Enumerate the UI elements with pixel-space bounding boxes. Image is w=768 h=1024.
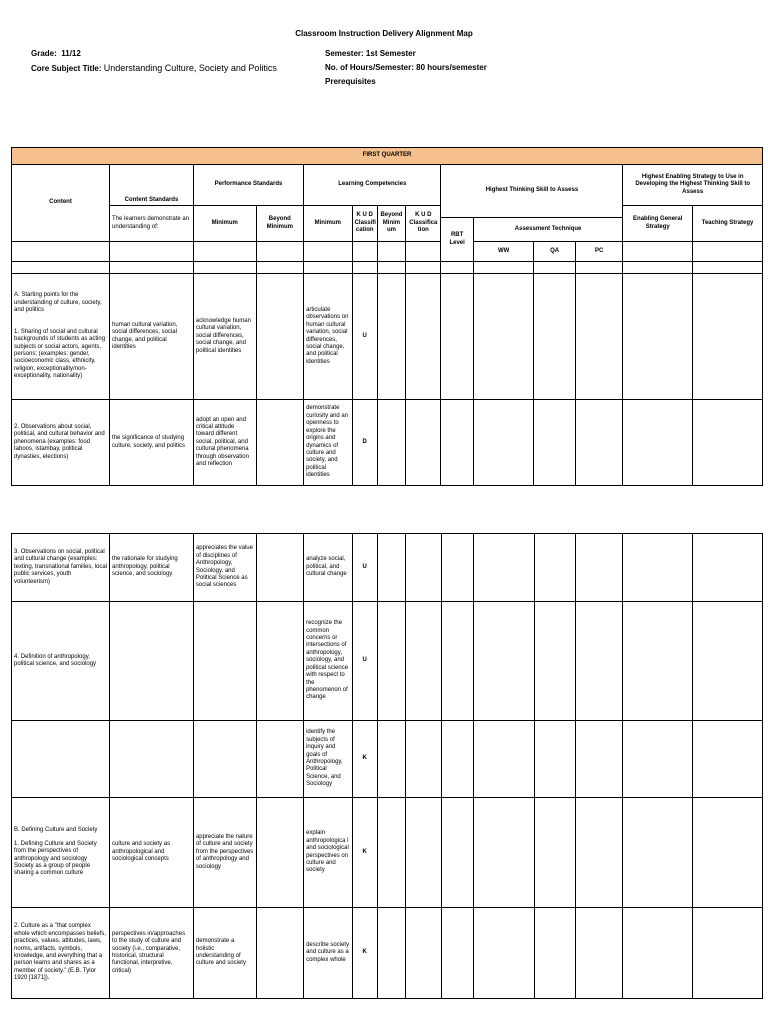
content-text: Definition of anthropology, political science, and sociology [14, 653, 97, 667]
meta-right [325, 47, 487, 89]
qa-header: QA [534, 242, 575, 262]
empty-cell [256, 242, 304, 262]
item-number: 3. [14, 548, 20, 555]
empty-cell [406, 242, 441, 262]
content-standard-cell: culture and society as anthropological and sociological concepts [110, 798, 194, 908]
competency-cell: describe society and culture as a complex whole [304, 908, 353, 999]
empty-cell [110, 242, 194, 262]
content-text: 1. Defining Culture and Society from the perspectives of anthropology and sociology Society as a group of people sharing a common culture [14, 840, 97, 877]
content-cell [12, 534, 110, 602]
content-cell [12, 798, 110, 908]
ps-beyond-minimum-header: Beyond Minimum [256, 206, 304, 242]
competency-cell: articulate observations on human cultural variation, social differences, social change, and political identities [304, 274, 353, 400]
section-heading: A. Starting points for the understanding of culture, society, and politics [14, 292, 102, 314]
hours-value: 80 hours/semester [416, 63, 487, 72]
section-heading: B. Defining Culture and Society [14, 827, 98, 834]
learning-competencies-header: Learning Competencies [304, 165, 441, 206]
hours-line [325, 61, 487, 75]
table-row [12, 602, 763, 721]
empty-cell [304, 242, 353, 262]
hours-label: No. of Hours/Semester: [325, 63, 414, 72]
highest-enabling-header: Highest Enabling Strategy to Use in Developing the Highest Thinking Skill to Assess [623, 165, 763, 206]
core-subject-value: Understanding Culture, Society and Politics [103, 63, 277, 73]
item-number: 4. [14, 653, 20, 660]
kud-value: U [352, 274, 377, 400]
content-standard-cell: human cultural variation, social differences, social change, and political identities [110, 274, 194, 400]
performance-minimum-cell: acknowledge human cultural variation, social differences, social change, and political identities [193, 274, 256, 400]
content-text: Sharing of social and cultural backgrounds of students as acting subjects or social actors, agents, persons; (examples: gender, socioeconomic class, ethnicity, religion, exceptionality/non-exceptionality, nationality) [14, 328, 106, 380]
grade-label: Grade: [31, 49, 57, 58]
empty-cell [12, 242, 110, 262]
kud-classification-header [352, 206, 377, 242]
semester-label: Semester: [325, 49, 364, 58]
table-row [12, 274, 763, 400]
competency-cell: explain anthropologica l and sociological perspectives on culture and society [304, 798, 353, 908]
meta-left [31, 47, 277, 76]
content-text: Observations about social, political, and cultural behavior and phenomena (examples: food taboos, istambay, political dynasties, elections) [14, 423, 105, 460]
performance-minimum-cell: appreciate the nature of culture and society from the perspectives of anthropology and sociology [193, 798, 256, 908]
core-subject-line [31, 61, 277, 76]
prerequisites-label: Prerequisites [325, 77, 376, 86]
kud-sub: Classifi cation [354, 219, 376, 234]
semester-value: 1st Semester [365, 49, 416, 58]
kud-value: K [352, 908, 377, 999]
lc-minimum-header: Minimum [304, 206, 353, 242]
item-number: 1. [14, 328, 20, 335]
rbt-level-header: RBT Level [441, 218, 473, 262]
content-cell [12, 400, 110, 486]
kud-value: U [352, 602, 377, 721]
content-cell [12, 274, 110, 400]
content-standard-cell: perspectives in/approaches to the study of culture and society (i.e., comparative, historical, structural functional, interpretive, critical) [110, 908, 194, 999]
table-row [12, 798, 763, 908]
kud2-sub: Classifica tion [409, 219, 438, 234]
highest-thinking-header: Highest Thinking Skill to Assess [441, 165, 623, 218]
grade-value: 11/12 [61, 49, 81, 58]
quarter-header: FIRST QUARTER [12, 148, 763, 165]
alignment-map-table-page2 [11, 533, 763, 999]
content-standard-cell: the significance of studying culture, society, and politics [110, 400, 194, 486]
empty-cell [693, 242, 763, 262]
kud-label: K U D [356, 212, 373, 219]
table-row [12, 721, 763, 798]
grade-line [31, 47, 277, 61]
content-standards-header: Content Standards [110, 165, 194, 206]
document-title: Classroom Instruction Delivery Alignment Map [295, 29, 473, 38]
table-row [12, 400, 763, 486]
content-standard-cell: the rationale for studying anthropology, political science, and sociology [110, 534, 194, 602]
alignment-map-table-page1 [11, 147, 763, 486]
competency-cell: recognize the common concerns or intersections of anthropology, sociology, and political science with respect to the phenomenon of change [304, 602, 353, 721]
enabling-general-header: Enabling General Strategy [623, 206, 693, 242]
table-row [12, 534, 763, 602]
ww-header: WW [473, 242, 534, 262]
pc-header: PC [575, 242, 623, 262]
teaching-strategy-header: Teaching Strategy [693, 206, 763, 242]
content-text: Observations on social, political and cultural change (examples: texting, transnational families, local public services, youth volunteerism) [14, 548, 108, 585]
content-cell: 2. Culture as a "that complex whole which encompasses beliefs, practices, values, attitudes, laws, norms, artifacts, symbols, knowledge, and everything that a person learns and shares as a member of society." (E.B. Tylor 1920 [1871]). [12, 908, 110, 999]
kud-value: D [352, 400, 377, 486]
performance-minimum-cell: appreciates the value of disciplines of Anthropology, Sociology, and Political Science as social sciences [193, 534, 256, 602]
performance-minimum-cell: demonstrate a holistic understanding of culture and society [193, 908, 256, 999]
content-cell [12, 602, 110, 721]
assessment-technique-header: Assessment Technique [473, 218, 623, 242]
competency-cell: analyze social, political, and cultural change [304, 534, 353, 602]
item-number: 2. [14, 423, 20, 430]
lc-beyond-minimum-header: Beyond Minim um [377, 206, 405, 242]
empty-cell [623, 242, 693, 262]
kud-value: U [352, 534, 377, 602]
core-subject-label: Core Subject Title: [31, 64, 102, 73]
learners-statement: The learners demonstrate an understanding of: [110, 206, 194, 242]
empty-cell [193, 242, 256, 262]
empty-cell [377, 242, 405, 262]
kud2-label: K U D [415, 212, 432, 219]
performance-standards-header: Performance Standards [193, 165, 303, 206]
kud-value: K [352, 798, 377, 908]
ps-minimum-header: Minimum [193, 206, 256, 242]
kud-classification2-header [406, 206, 441, 242]
content-header: Content [12, 165, 110, 242]
performance-minimum-cell: adopt an open and critical attitude toward different social, political, and cultural phenomena through observation and reflection [193, 400, 256, 486]
table-row [12, 908, 763, 999]
semester-line [325, 47, 487, 61]
empty-cell [352, 242, 377, 262]
competency-cell: identify the subjects of inquiry and goals of Anthropology, Political Science, and Sociology [304, 721, 353, 798]
kud-value: K [352, 721, 377, 798]
competency-cell: demonstrate curiosity and an openness to explore the origins and dynamics of culture and society, and political identities [304, 400, 353, 486]
